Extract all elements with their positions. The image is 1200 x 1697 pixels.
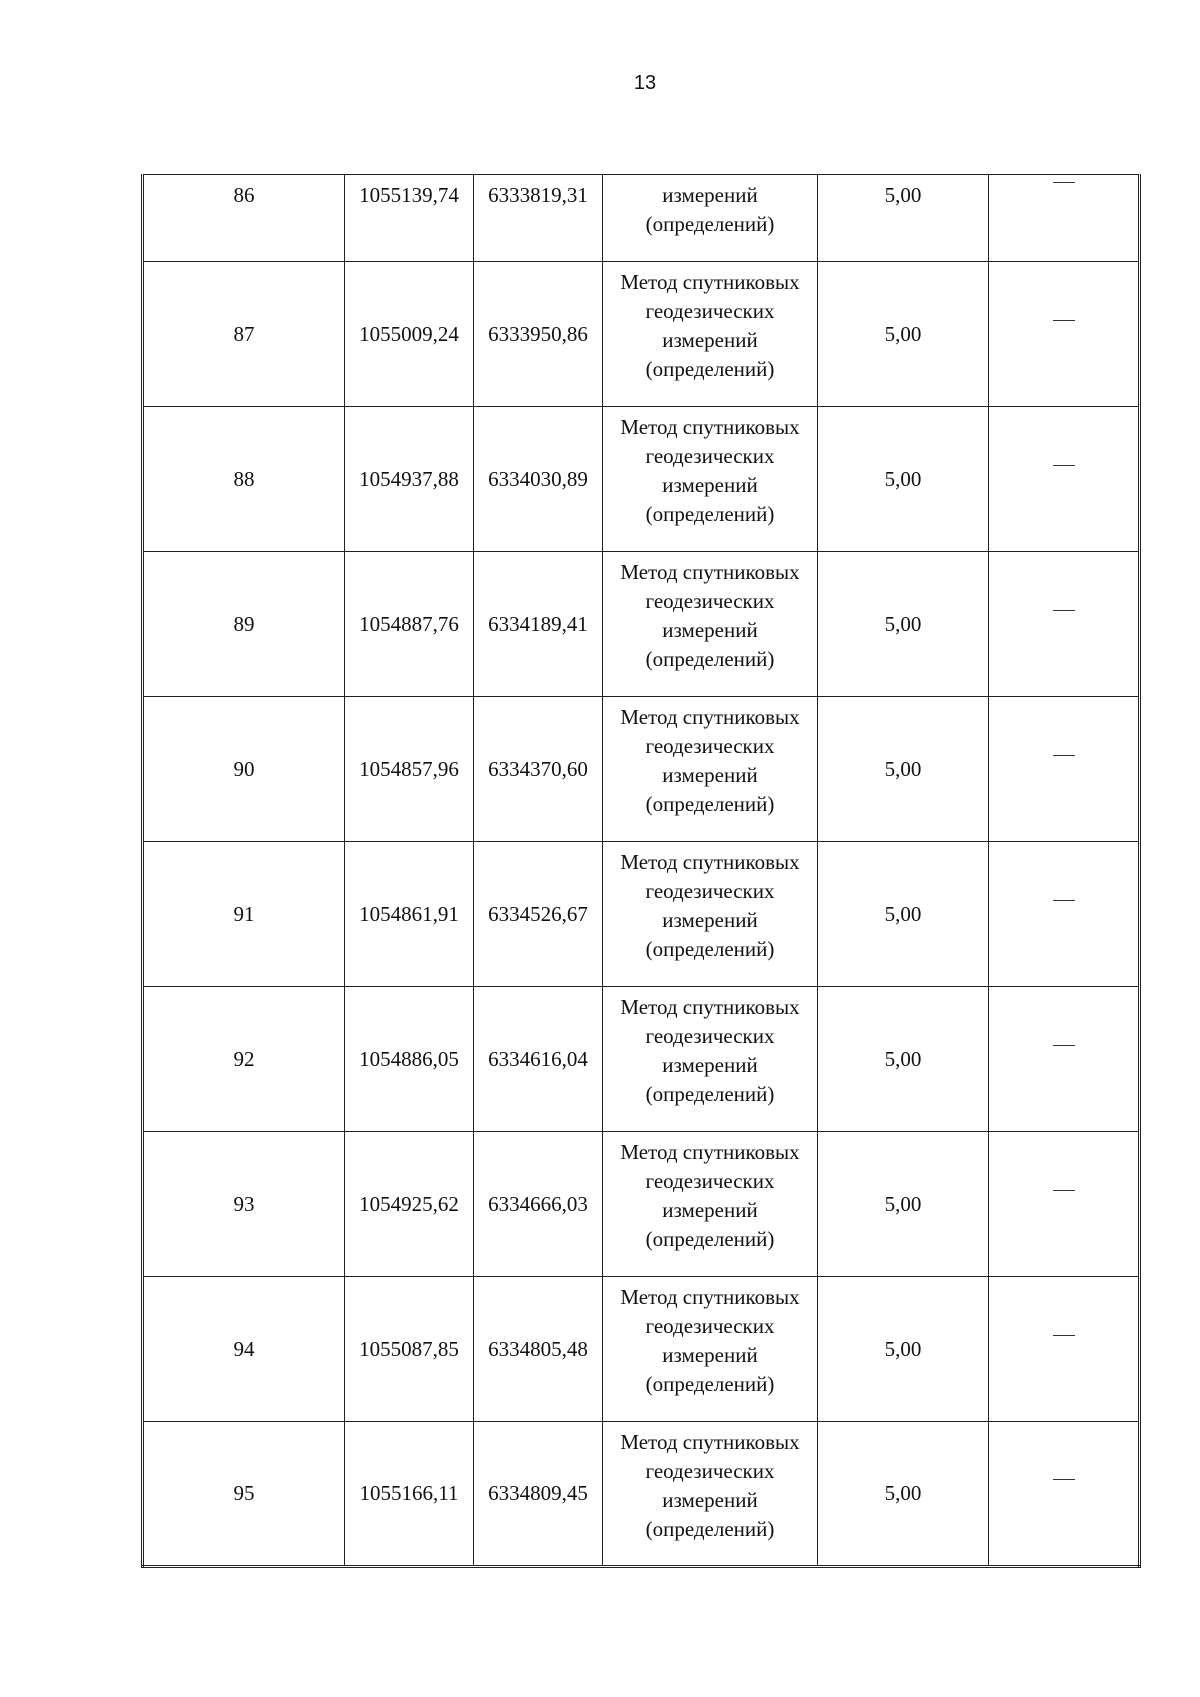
y-coordinate-cell: 6333819,31 <box>474 175 603 262</box>
point-number-cell: 92 <box>143 987 345 1132</box>
method-line: (определений) <box>645 357 775 381</box>
method-line: геодезических <box>645 589 775 613</box>
note-cell <box>989 697 1140 842</box>
method-line: Метод спутниковых <box>620 705 800 729</box>
method-line: измерений <box>662 763 758 787</box>
method-line: (определений) <box>645 647 775 671</box>
point-number-cell: 86 <box>143 175 345 262</box>
x-coordinate-cell: 1055087,85 <box>345 1277 474 1422</box>
method-line: измерений <box>662 1198 758 1222</box>
method-line: Метод спутниковых <box>620 1285 800 1309</box>
coordinates-table-container <box>141 174 1138 1568</box>
table-row <box>143 1277 1140 1422</box>
method-cell <box>603 1132 818 1277</box>
method-line: геодезических <box>645 299 775 323</box>
table-row <box>143 552 1140 697</box>
method-line: (определений) <box>645 1082 775 1106</box>
table-row <box>143 407 1140 552</box>
method-line: геодезических <box>645 734 775 758</box>
method-line: измерений <box>662 1053 758 1077</box>
table-row <box>143 262 1140 407</box>
method-line: геодезических <box>645 1169 775 1193</box>
note-dash <box>1053 182 1075 212</box>
accuracy-cell: 5,00 <box>818 1277 989 1422</box>
note-dash <box>1053 900 1075 930</box>
note-dash <box>1053 320 1075 350</box>
note-cell <box>989 987 1140 1132</box>
method-line: Метод спутниковых <box>620 995 800 1019</box>
method-line: Метод спутниковых <box>620 415 800 439</box>
point-number-cell: 88 <box>143 407 345 552</box>
x-coordinate-cell: 1054886,05 <box>345 987 474 1132</box>
table-row <box>143 697 1140 842</box>
method-line: измерений <box>662 473 758 497</box>
method-line: Метод спутниковых <box>620 850 800 874</box>
accuracy-cell: 5,00 <box>818 407 989 552</box>
method-cell <box>603 175 818 262</box>
table-row <box>143 175 1140 262</box>
note-dash <box>1053 1335 1075 1365</box>
note-dash <box>1053 610 1075 640</box>
point-number-cell: 94 <box>143 1277 345 1422</box>
accuracy-cell: 5,00 <box>818 697 989 842</box>
note-cell <box>989 1277 1140 1422</box>
x-coordinate-cell: 1055139,74 <box>345 175 474 262</box>
method-cell <box>603 1277 818 1422</box>
accuracy-cell: 5,00 <box>818 175 989 262</box>
x-coordinate-cell: 1054861,91 <box>345 842 474 987</box>
method-cell <box>603 842 818 987</box>
y-coordinate-cell: 6334189,41 <box>474 552 603 697</box>
y-coordinate-cell: 6334666,03 <box>474 1132 603 1277</box>
accuracy-cell: 5,00 <box>818 987 989 1132</box>
note-cell <box>989 407 1140 552</box>
x-coordinate-cell: 1054887,76 <box>345 552 474 697</box>
accuracy-cell: 5,00 <box>818 1132 989 1277</box>
method-line: измерений <box>662 1343 758 1367</box>
method-line: (определений) <box>645 212 775 236</box>
y-coordinate-cell: 6334805,48 <box>474 1277 603 1422</box>
method-line: (определений) <box>645 1227 775 1251</box>
method-line: геодезических <box>645 1459 775 1483</box>
note-cell <box>989 842 1140 987</box>
note-cell <box>989 1132 1140 1277</box>
page-number: 13 <box>633 72 657 94</box>
accuracy-cell: 5,00 <box>818 262 989 407</box>
note-cell <box>989 1422 1140 1567</box>
y-coordinate-cell: 6334526,67 <box>474 842 603 987</box>
method-line: измерений <box>662 1488 758 1512</box>
method-line: геодезических <box>645 1314 775 1338</box>
note-dash <box>1053 755 1075 785</box>
note-cell <box>989 262 1140 407</box>
x-coordinate-cell: 1055166,11 <box>345 1422 474 1567</box>
coordinates-table <box>141 174 1141 1568</box>
method-cell <box>603 262 818 407</box>
point-number-cell: 87 <box>143 262 345 407</box>
method-line: (определений) <box>645 792 775 816</box>
method-line: Метод спутниковых <box>620 270 800 294</box>
method-line: (определений) <box>645 1517 775 1541</box>
method-cell <box>603 697 818 842</box>
table-row <box>143 1422 1140 1567</box>
point-number-cell: 90 <box>143 697 345 842</box>
method-line: (определений) <box>645 937 775 961</box>
method-line: Метод спутниковых <box>620 1430 800 1454</box>
method-cell <box>603 552 818 697</box>
accuracy-cell: 5,00 <box>818 552 989 697</box>
method-line: (определений) <box>645 1372 775 1396</box>
method-line: (определений) <box>645 502 775 526</box>
method-line: Метод спутниковых <box>620 560 800 584</box>
y-coordinate-cell: 6334370,60 <box>474 697 603 842</box>
method-line: измерений <box>662 908 758 932</box>
note-dash <box>1053 465 1075 495</box>
note-dash <box>1053 1479 1075 1509</box>
method-cell <box>603 407 818 552</box>
y-coordinate-cell: 6333950,86 <box>474 262 603 407</box>
note-dash <box>1053 1190 1075 1220</box>
method-line: Метод спутниковых <box>620 1140 800 1164</box>
x-coordinate-cell: 1054937,88 <box>345 407 474 552</box>
method-line: измерений <box>662 183 758 207</box>
table-row <box>143 1132 1140 1277</box>
method-line: геодезических <box>645 879 775 903</box>
note-cell <box>989 552 1140 697</box>
note-cell <box>989 175 1140 262</box>
point-number-cell: 89 <box>143 552 345 697</box>
point-number-cell: 93 <box>143 1132 345 1277</box>
accuracy-cell: 5,00 <box>818 842 989 987</box>
table-body <box>143 175 1140 1567</box>
y-coordinate-cell: 6334809,45 <box>474 1422 603 1567</box>
table-row <box>143 987 1140 1132</box>
point-number-cell: 91 <box>143 842 345 987</box>
method-line: измерений <box>662 618 758 642</box>
method-line: геодезических <box>645 444 775 468</box>
point-number-cell: 95 <box>143 1422 345 1567</box>
accuracy-cell: 5,00 <box>818 1422 989 1567</box>
y-coordinate-cell: 6334030,89 <box>474 407 603 552</box>
method-cell <box>603 1422 818 1567</box>
method-cell <box>603 987 818 1132</box>
method-line: измерений <box>662 328 758 352</box>
method-line: геодезических <box>645 1024 775 1048</box>
note-dash <box>1053 1045 1075 1075</box>
y-coordinate-cell: 6334616,04 <box>474 987 603 1132</box>
table-row <box>143 842 1140 987</box>
x-coordinate-cell: 1054857,96 <box>345 697 474 842</box>
x-coordinate-cell: 1055009,24 <box>345 262 474 407</box>
x-coordinate-cell: 1054925,62 <box>345 1132 474 1277</box>
